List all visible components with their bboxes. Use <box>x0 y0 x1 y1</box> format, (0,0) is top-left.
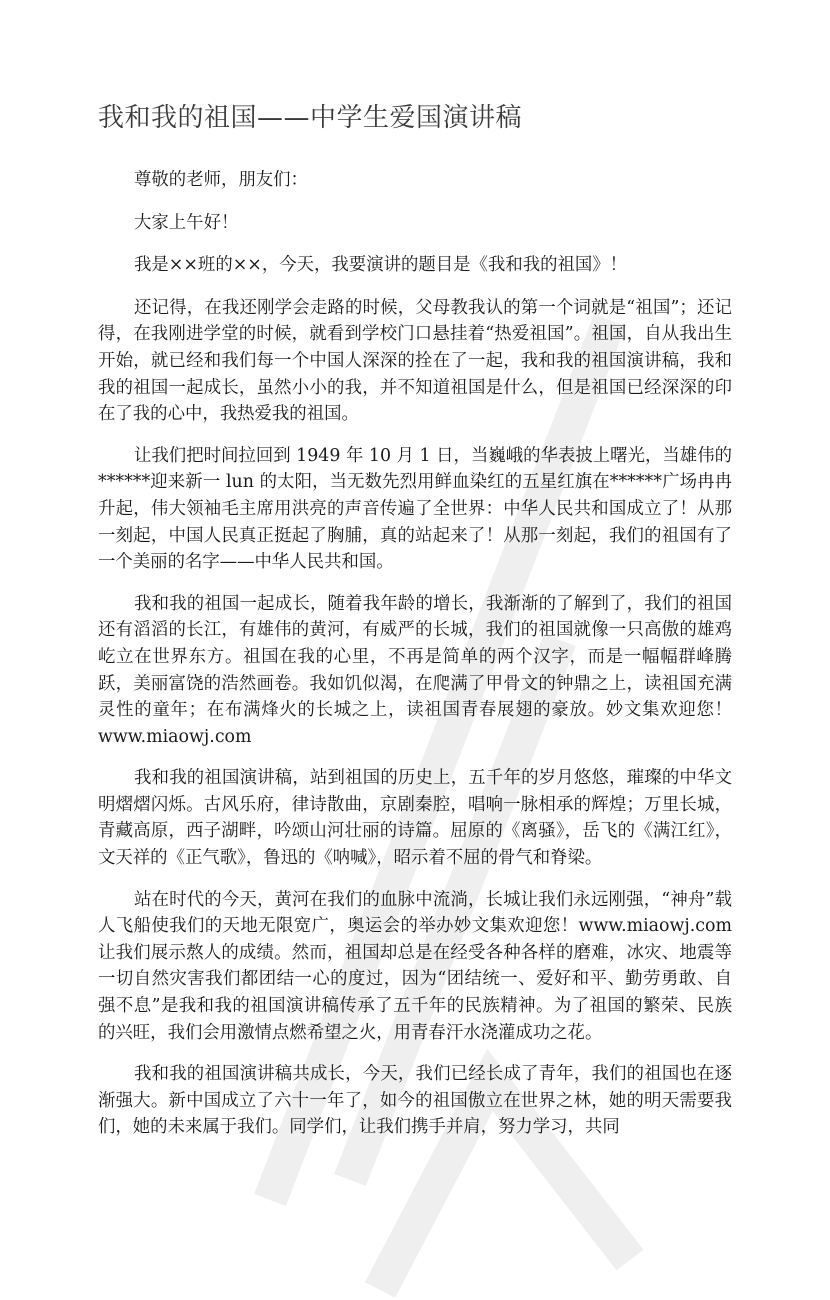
paragraph-6: 我和我的祖国演讲稿共成长，今天，我们已经长成了青年，我们的祖国也在逐渐强大。新中国成立了六十一年了，如今的祖国傲立在世界之林，她的明天需要我们，她的未来属于我们。同学们，让我们携手并肩，努力学习，共同 <box>98 1064 732 1138</box>
paragraph-4: 我和我的祖国演讲稿，站到祖国的历史上，五千年的岁月悠悠，璀璨的中华文明熠熠闪烁。古风乐府，律诗散曲，京剧秦腔，唱响一脉相承的辉煌；万里长城，青藏高原，西子湖畔，吟颂山河壮丽的诗篇。屈原的《离骚》，岳飞的《满江红》，文天祥的《正气歌》，鲁迅的《呐喊》，昭示着不屈的骨气和脊梁。 <box>98 768 732 869</box>
paragraph-3: 我和我的祖国一起成长，随着我年龄的增长，我渐渐的了解到了，我们的祖国还有滔滔的长江，有雄伟的黄河，有威严的长城，我们的祖国就像一只高傲的雄鸡屹立在世界东方。祖国在我的心里，不再是简单的两个汉字，而是一幅幅群峰腾跃，美丽富饶的浩然画卷。我如饥似渴，在爬满了甲骨文的钟鼎之上，读祖国充满灵性的童年；在布满烽火的长城之上，读祖国青春展翅的豪放。妙文集欢迎您！www.miaowj.com <box>98 593 732 747</box>
greeting: 尊敬的老师，朋友们： <box>134 170 308 190</box>
intro-line: 我是××班的××，今天，我要演讲的题目是《我和我的祖国》！ <box>134 255 628 276</box>
hello-line: 大家上午好！ <box>134 212 239 233</box>
document-title: 我和我的祖国——中学生爱国演讲稿 <box>98 103 523 133</box>
paragraph-1: 还记得，在我还刚学会走路的时候，父母教我认的第一个词就是“祖国”；还记得，在我刚进学堂的时候，就看到学校门口悬挂着“热爱祖国”。祖国，自从我出生开始，就已经和我们每一个中国人深深的拴在了一起，我和我的祖国演讲稿，我和我的祖国一起成长，虽然小小的我，并不知道祖国是什么，但是祖国已经深深的印在了我的心中，我热爱我的祖国。 <box>98 297 732 425</box>
document-page <box>98 96 732 1156</box>
paragraph-2: 让我们把时间拉回到 1949 年 10 月 1 日，当巍峨的华表披上曙光，当雄伟的******迎来新一 lun 的太阳，当无数先烈用鲜血染红的五星红旗在******广场冉冉升起，伟大领袖毛主席用洪亮的声音传遍了全世界：中华人民共和国成立了！从那一刻起，中国人民真正挺起了胸脯，真的站起来了！从那一刻起，我们的祖国有了一个美丽的名字——中华人民共和国。 <box>98 445 732 573</box>
paragraph-5: 站在时代的今天，黄河在我们的血脉中流淌，长城让我们永远刚强，“神舟”载人飞船使我们的天地无限宽广，奥运会的举办妙文集欢迎您！www.miaowj.com 让我们展示熬人的成绩。然而，祖国却总是在经受各种各样的磨难，冰灾、地震等一切自然灾害我们都团结一心的度过，因为“团结统一、爱好和平、勤劳勇敢、自强不息”是我和我的祖国演讲稿传承了五千年的民族精神。为了祖国的繁荣、民族的兴旺，我们会用激情点燃希望之火，用青春汗水浇灌成功之花。 <box>98 889 732 1043</box>
